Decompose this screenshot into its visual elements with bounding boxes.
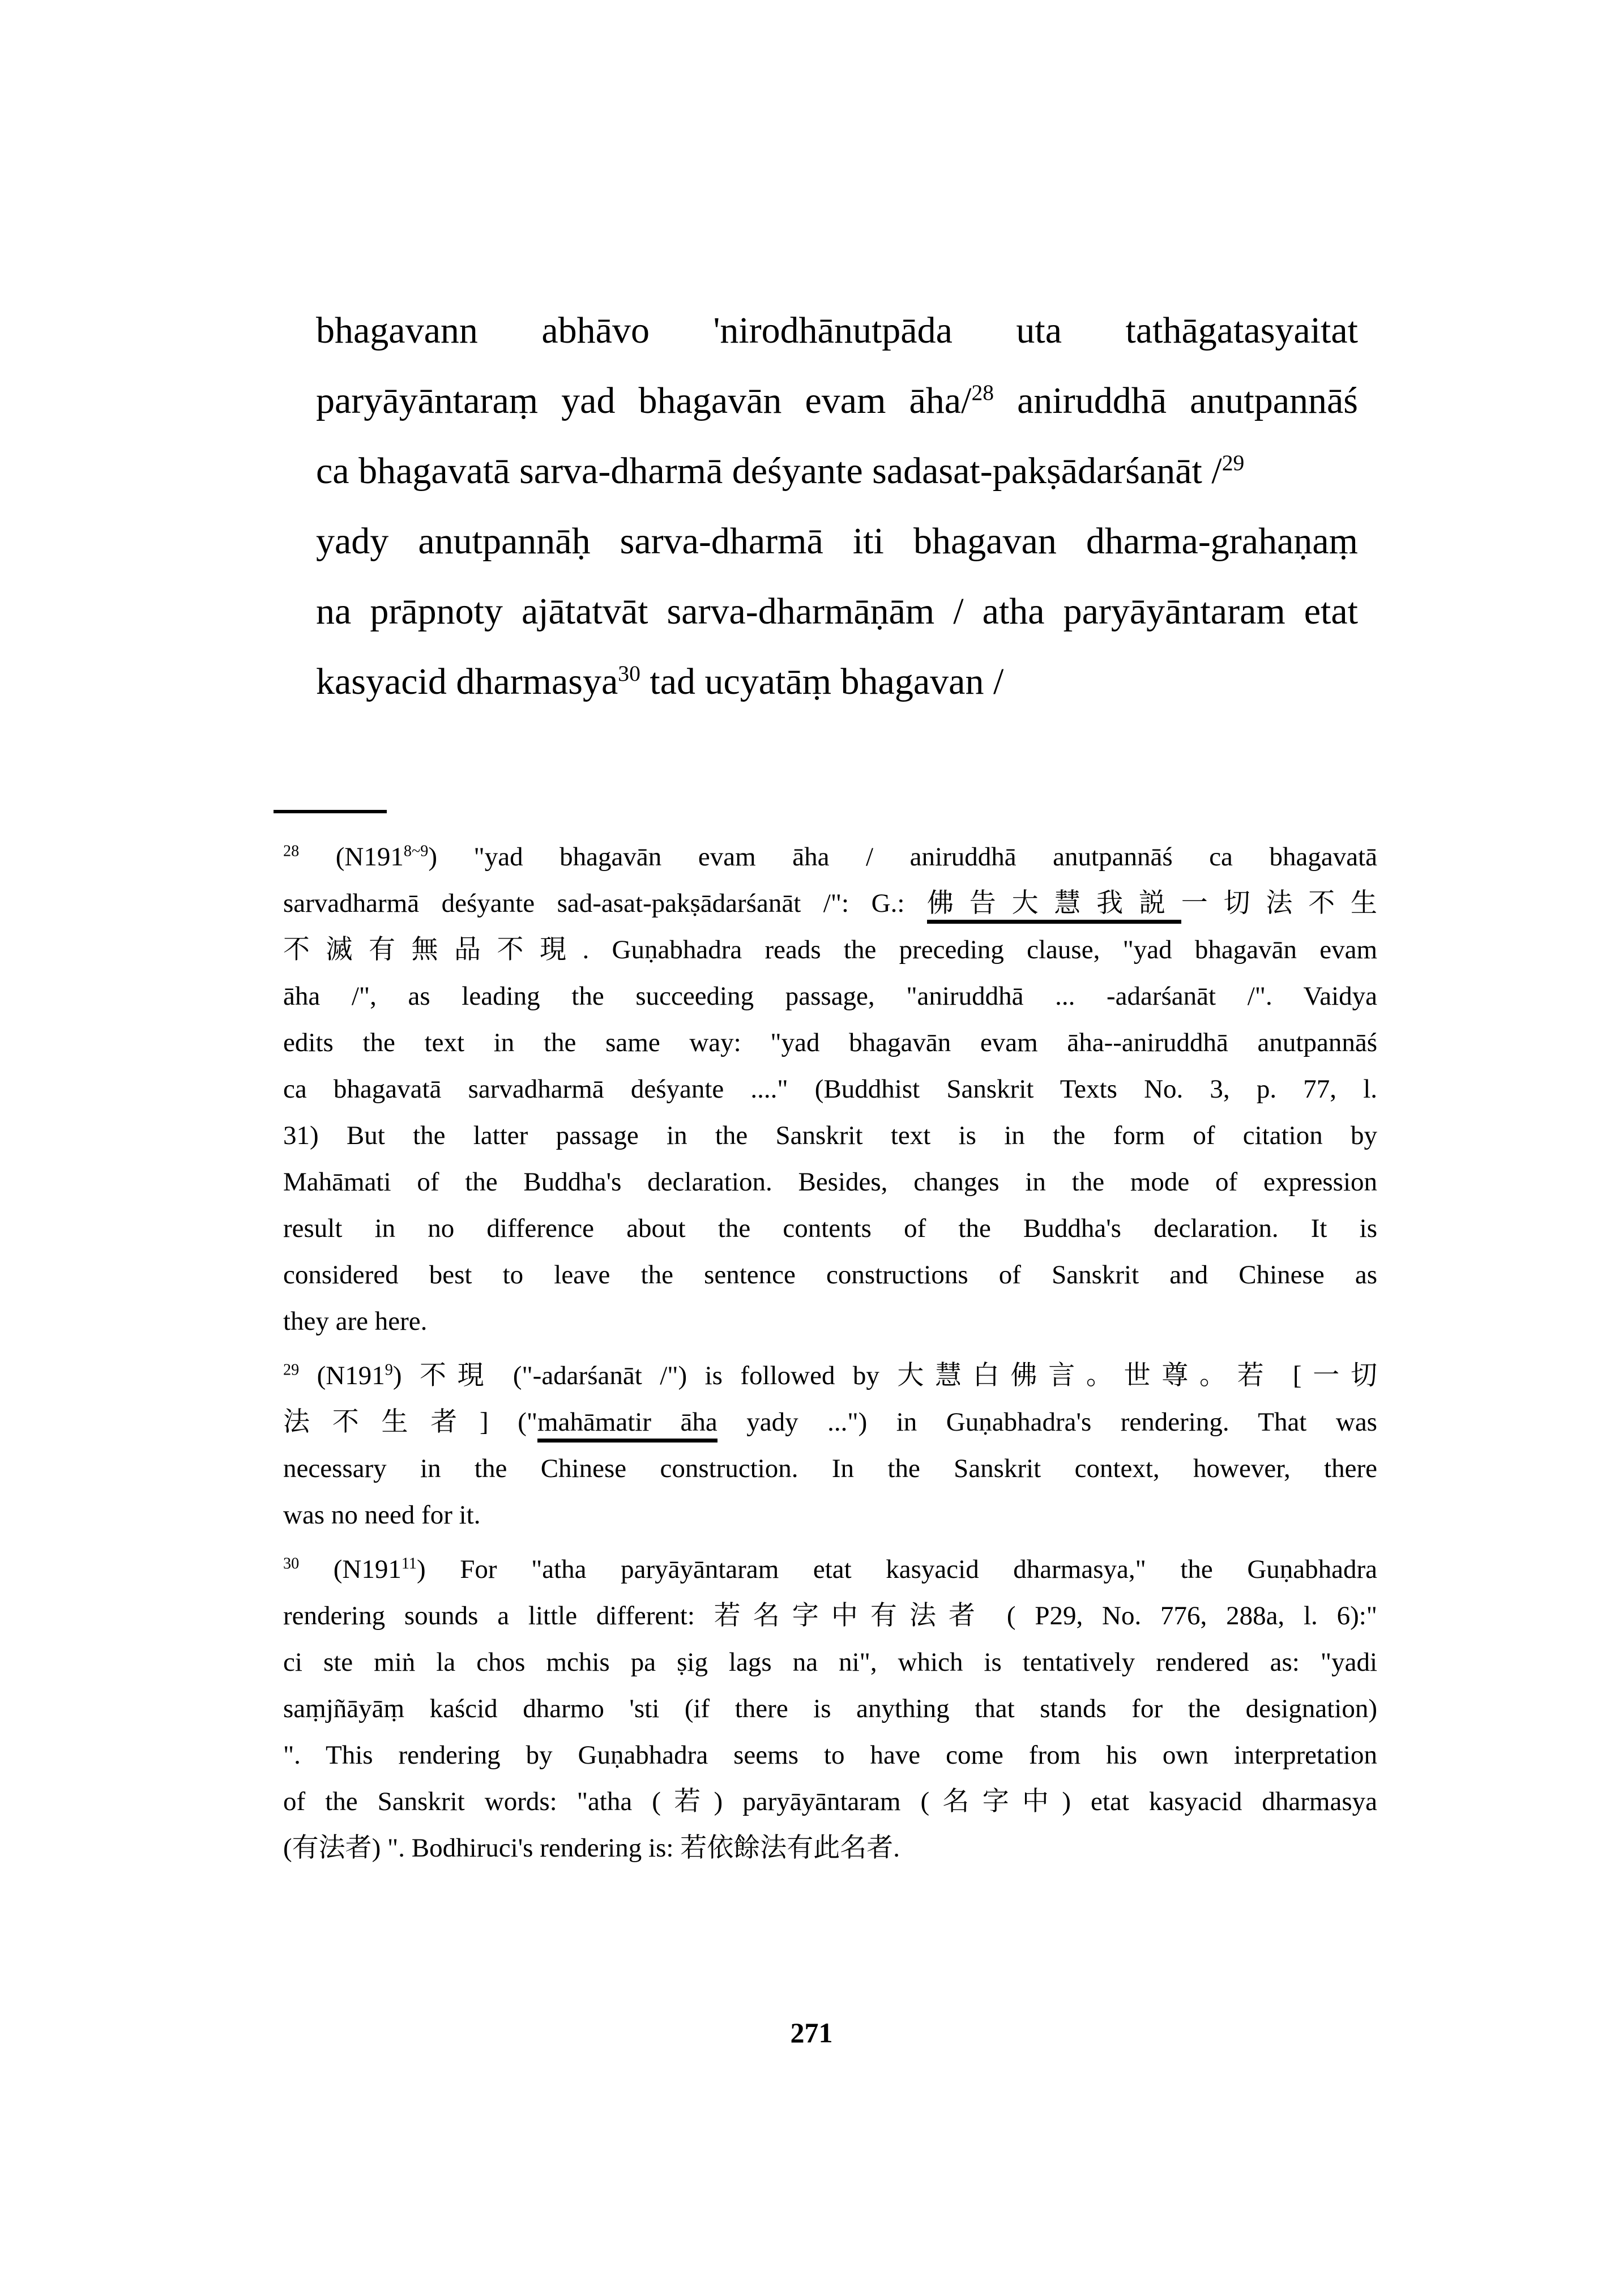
text-segment: edits the text in the same way: "yad bhagavān evam āha--aniruddhā anutpannāś — [283, 1028, 1377, 1057]
text-line — [316, 506, 1358, 577]
text-segment: ) For "atha paryāyāntaram etat kasyacid dharmasya," the Guṇabhadra — [417, 1555, 1377, 1584]
superscript: 29 — [1221, 450, 1245, 475]
text-line — [283, 1298, 1377, 1345]
superscript: 11 — [401, 1555, 417, 1573]
text-line — [283, 1399, 1377, 1445]
text-segment: ca bhagavatā sarvadharmā deśyante ...." (Buddhist Sanskrit Texts No. 3, p. 77, l. — [283, 1074, 1377, 1104]
text-line — [283, 834, 1377, 880]
superscript: 30 — [618, 661, 640, 686]
main-sanskrit-passage — [316, 296, 1358, 717]
superscript: 28 — [283, 842, 300, 860]
text-segment: of the Sanskrit words: "atha (若) paryāyāntaram (名字中) etat kasyacid dharmasya — [283, 1787, 1377, 1816]
superscript: 28 — [971, 380, 994, 405]
footnote-28 — [283, 834, 1377, 1345]
text-segment: aniruddhā anutpannāś — [994, 380, 1358, 421]
underlined-text: mahāmatir āha — [537, 1407, 717, 1443]
text-segment: ". This rendering by Guṇabhadra seems to have come from his own interpretation — [283, 1740, 1377, 1770]
text-line — [283, 1732, 1377, 1778]
underlined-text: 佛告大慧我説 — [927, 889, 1181, 924]
text-line — [283, 1546, 1377, 1593]
text-line — [283, 927, 1377, 973]
text-line — [283, 1352, 1377, 1399]
text-segment: paryāyāntaraṃ yad bhagavān evam āha/ — [316, 380, 972, 421]
text-segment: yady ...") in Guṇabhadra's rendering. That was — [717, 1407, 1377, 1437]
text-line — [283, 973, 1377, 1019]
text-line — [283, 1593, 1377, 1639]
text-line — [283, 880, 1377, 927]
text-line — [283, 1019, 1377, 1066]
text-line — [283, 1205, 1377, 1252]
text-segment: ca bhagavatā sarva-dharmā deśyante sadasat-pakṣādarśanāt / — [316, 450, 1222, 492]
text-line — [316, 436, 1358, 506]
superscript: 30 — [283, 1555, 300, 1573]
text-segment: was no need for it. — [283, 1500, 481, 1530]
text-segment: 法不生者] (" — [283, 1407, 538, 1437]
text-line — [316, 647, 1358, 717]
text-line — [283, 1685, 1377, 1732]
text-line — [316, 296, 1358, 366]
text-segment: bhagavann abhāvo 'nirodhānutpāda uta tathāgatasyaitat — [316, 310, 1358, 351]
text-segment: kasyacid dharmasya — [316, 661, 618, 702]
text-line — [283, 1445, 1377, 1492]
superscript: 29 — [283, 1361, 300, 1379]
text-segment: āha /", as leading the succeeding passage, "aniruddhā ... -adarśanāt /". Vaidya — [283, 981, 1377, 1011]
text-line — [283, 1066, 1377, 1112]
text-segment: they are here. — [283, 1307, 428, 1336]
text-segment: na prāpnoty ajātatvāt sarva-dharmāṇām / atha paryāyāntaram etat — [316, 591, 1358, 632]
text-line — [283, 1778, 1377, 1825]
text-segment: ) 不現 ("-adarśanāt /") is followed by 大慧白佛言。世尊。若 [一切 — [392, 1361, 1377, 1390]
text-segment: ) "yad bhagavān evam āha / aniruddhā anutpannāś ca bhagavatā — [428, 842, 1377, 872]
text-segment: ci ste miṅ la chos mchis pa ṣig lags na ni", which is tentatively rendered as: "yadi — [283, 1648, 1377, 1677]
text-segment: (N191 — [299, 1361, 385, 1390]
superscript: 8~9 — [403, 842, 429, 860]
text-segment: tad ucyatāṃ bhagavan / — [640, 661, 1004, 702]
footnotes-block — [283, 834, 1377, 1879]
page-number: 271 — [790, 2017, 833, 2049]
text-line — [316, 577, 1358, 647]
text-segment: Mahāmati of the Buddha's declaration. Besides, changes in the mode of expression — [283, 1167, 1377, 1197]
footnote-separator-rule — [274, 810, 387, 813]
text-segment: rendering sounds a little different: 若名字中有法者 ( P29, No. 776, 288a, l. 6):" — [283, 1601, 1377, 1631]
text-segment: 一切法不生 — [1181, 889, 1378, 918]
text-line — [283, 1492, 1377, 1538]
text-line — [316, 366, 1358, 436]
text-line — [283, 1639, 1377, 1685]
text-segment: 不滅有無品不現. Guṇabhadra reads the preceding clause, "yad bhagavān evam — [283, 935, 1377, 965]
text-segment: (N191 — [299, 842, 404, 872]
text-segment: considered best to leave the sentence constructions of Sanskrit and Chinese as — [283, 1260, 1377, 1290]
text-segment: (N191 — [299, 1555, 402, 1584]
text-segment: 31) But the latter passage in the Sanskrit text is in the form of citation by — [283, 1121, 1377, 1150]
text-segment: (有法者) ". Bodhiruci's rendering is: 若依餘法有此名者. — [283, 1833, 900, 1863]
superscript: 9 — [385, 1361, 393, 1379]
text-line — [283, 1825, 1377, 1871]
text-line — [283, 1159, 1377, 1205]
text-segment: saṃjñāyāṃ kaścid dharmo 'sti (if there is anything that stands for the designation) — [283, 1694, 1377, 1723]
text-line — [283, 1112, 1377, 1159]
text-segment: sarvadharmā deśyante sad-asat-pakṣādarśanāt /": G.: — [283, 889, 927, 918]
text-segment: yady anutpannāḥ sarva-dharmā iti bhagavan dharma-grahaṇaṃ — [316, 520, 1358, 562]
text-segment: necessary in the Chinese construction. In the Sanskrit context, however, there — [283, 1454, 1377, 1483]
text-line — [283, 1252, 1377, 1298]
footnote-30 — [283, 1546, 1377, 1871]
footnote-29 — [283, 1352, 1377, 1538]
text-segment: result in no difference about the contents of the Buddha's declaration. It is — [283, 1214, 1377, 1243]
